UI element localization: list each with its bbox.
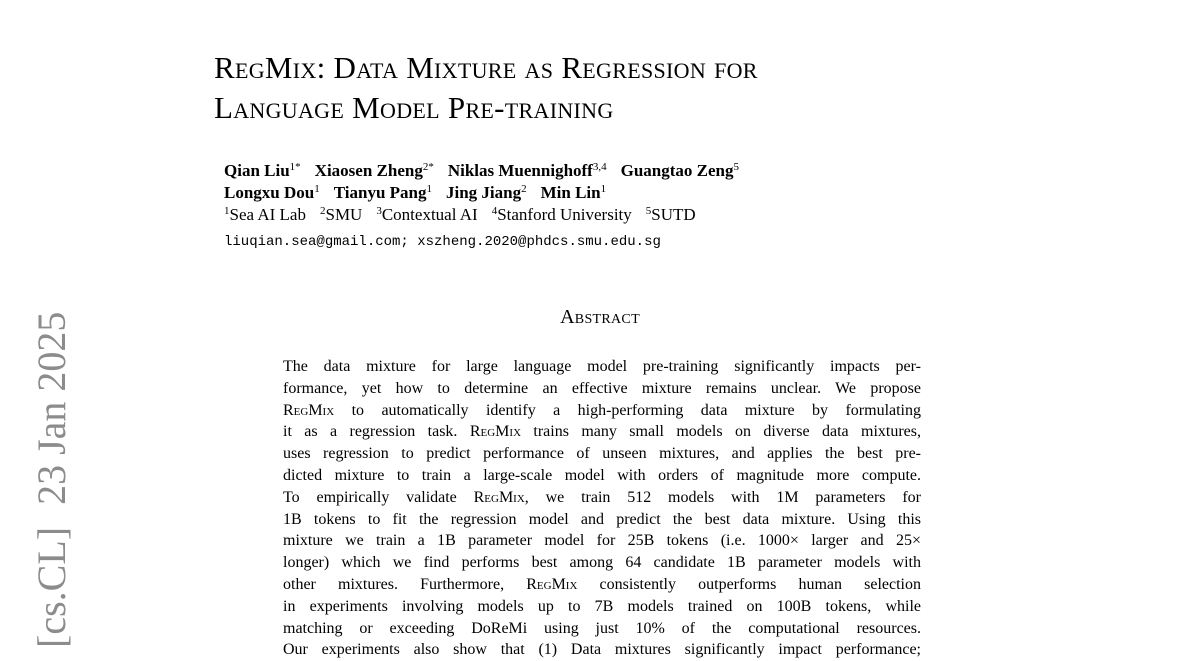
affiliation-item: [320, 205, 362, 224]
author-name-text: Min Lin: [540, 183, 601, 202]
author-name-text: Qian Liu: [224, 161, 290, 180]
author-name: [334, 183, 432, 202]
authors-row-2: [224, 182, 924, 204]
author-name-text: Longxu Dou: [224, 183, 315, 202]
abstract-line: it as a regression task. RegMix trains many small models on diverse data mixtures,: [283, 423, 921, 441]
abstract-heading: Abstract: [560, 306, 640, 328]
affiliation-item: [376, 205, 477, 224]
arxiv-category: [cs.CL]: [29, 526, 74, 648]
author-name: [224, 161, 301, 180]
method-name: RegMix: [283, 401, 335, 419]
affiliation-name: Contextual AI: [381, 205, 478, 224]
affiliation-marker: 2: [319, 205, 326, 217]
affiliation-item: [492, 205, 632, 224]
author-name: [446, 183, 527, 202]
affiliation-marker: 1: [224, 205, 230, 217]
author-name-text: Tianyu Pang: [333, 183, 427, 202]
author-name-text: Guangtao Zeng: [620, 161, 734, 180]
abstract-line: To empirically validate RegMix, we train 512 models with 1M parameters for: [283, 488, 922, 506]
abstract-line: matching or exceeding DoReMi using just 10% of the computational resources.: [283, 619, 921, 637]
author-name-text: Xiaosen Zheng: [314, 161, 423, 180]
title-line-1: RegMix: Data Mixture as Regression for: [214, 50, 758, 85]
affiliation-name: Sea AI Lab: [229, 205, 306, 224]
affiliation-marker: 5: [645, 205, 652, 217]
abstract-line: Our experiments also show that (1) Data mixtures significantly impact performance;: [283, 641, 921, 659]
affiliation-name: Stanford University: [497, 205, 632, 224]
affiliation-name: SUTD: [651, 205, 696, 224]
author-name-text: Niklas Muennighoff: [447, 161, 593, 180]
method-name: RegMix: [526, 575, 578, 593]
author-name-text: Jing Jiang: [446, 183, 522, 202]
method-name: RegMix: [469, 423, 522, 441]
contact-emails[interactable]: liuqian.sea@gmail.com; xszheng.2020@phdcs.smu.edu.sg: [224, 234, 661, 250]
abstract-line: uses regression to predict performance of unseen mixtures, and applies the best pre-: [283, 445, 921, 463]
paper-title: [214, 48, 974, 128]
abstract-line: dicted mixture to train a large-scale model with orders of magnitude more compute.: [283, 466, 921, 484]
arxiv-sidebar-stamp: [28, 290, 76, 648]
author-affiliation-marker: 5: [733, 161, 739, 173]
author-name: [224, 183, 320, 202]
affiliation-marker: 4: [491, 205, 498, 217]
affiliation-marker: 3: [376, 205, 382, 217]
affiliation-name: SMU: [325, 205, 363, 224]
abstract-line: RegMix to automatically identify a high-performing data mixture by formulating: [283, 401, 921, 419]
author-name: [621, 161, 739, 180]
affiliation-item: [224, 205, 306, 224]
abstract-line: The data mixture for large language model pre-training significantly impacts per-: [283, 358, 921, 375]
author-affiliation-marker: 2: [521, 183, 527, 195]
method-name: RegMix: [473, 488, 525, 506]
author-name: [315, 161, 434, 180]
abstract-line: mixture we train a 1B parameter model for 25B tokens (i.e. 1000× larger and 25×: [283, 532, 921, 550]
author-affiliation-marker: 3,4: [592, 161, 607, 173]
author-block: [224, 160, 924, 226]
abstract-line: other mixtures. Furthermore, RegMix consistently outperforms human selection: [283, 575, 922, 593]
author-affiliation-marker: 1: [426, 183, 432, 195]
author-affiliation-marker: 1*: [289, 161, 301, 173]
abstract-line: formance, yet how to determine an effective mixture remains unclear. We propose: [283, 379, 921, 397]
author-affiliation-marker: 1: [600, 183, 607, 195]
abstract-line: 1B tokens to fit the regression model and predict the best data mixture. Using this: [283, 510, 921, 528]
author-name: [448, 161, 607, 180]
arxiv-date: 23 Jan 2025: [29, 311, 74, 505]
author-name: [541, 183, 607, 202]
abstract-line: in experiments involving models up to 7B models trained on 100B tokens, while: [283, 597, 921, 615]
abstract-body: [283, 356, 921, 661]
author-affiliation-marker: 1: [314, 183, 320, 195]
abstract-line: longer) which we find performs best among 64 candidate 1B parameter models with: [283, 554, 921, 572]
affiliation-item: [646, 205, 696, 224]
authors-row-1: [224, 160, 924, 182]
author-affiliation-marker: 2*: [422, 161, 434, 173]
title-line-2: Language Model Pre-training: [214, 90, 614, 125]
affiliations: [224, 204, 924, 226]
